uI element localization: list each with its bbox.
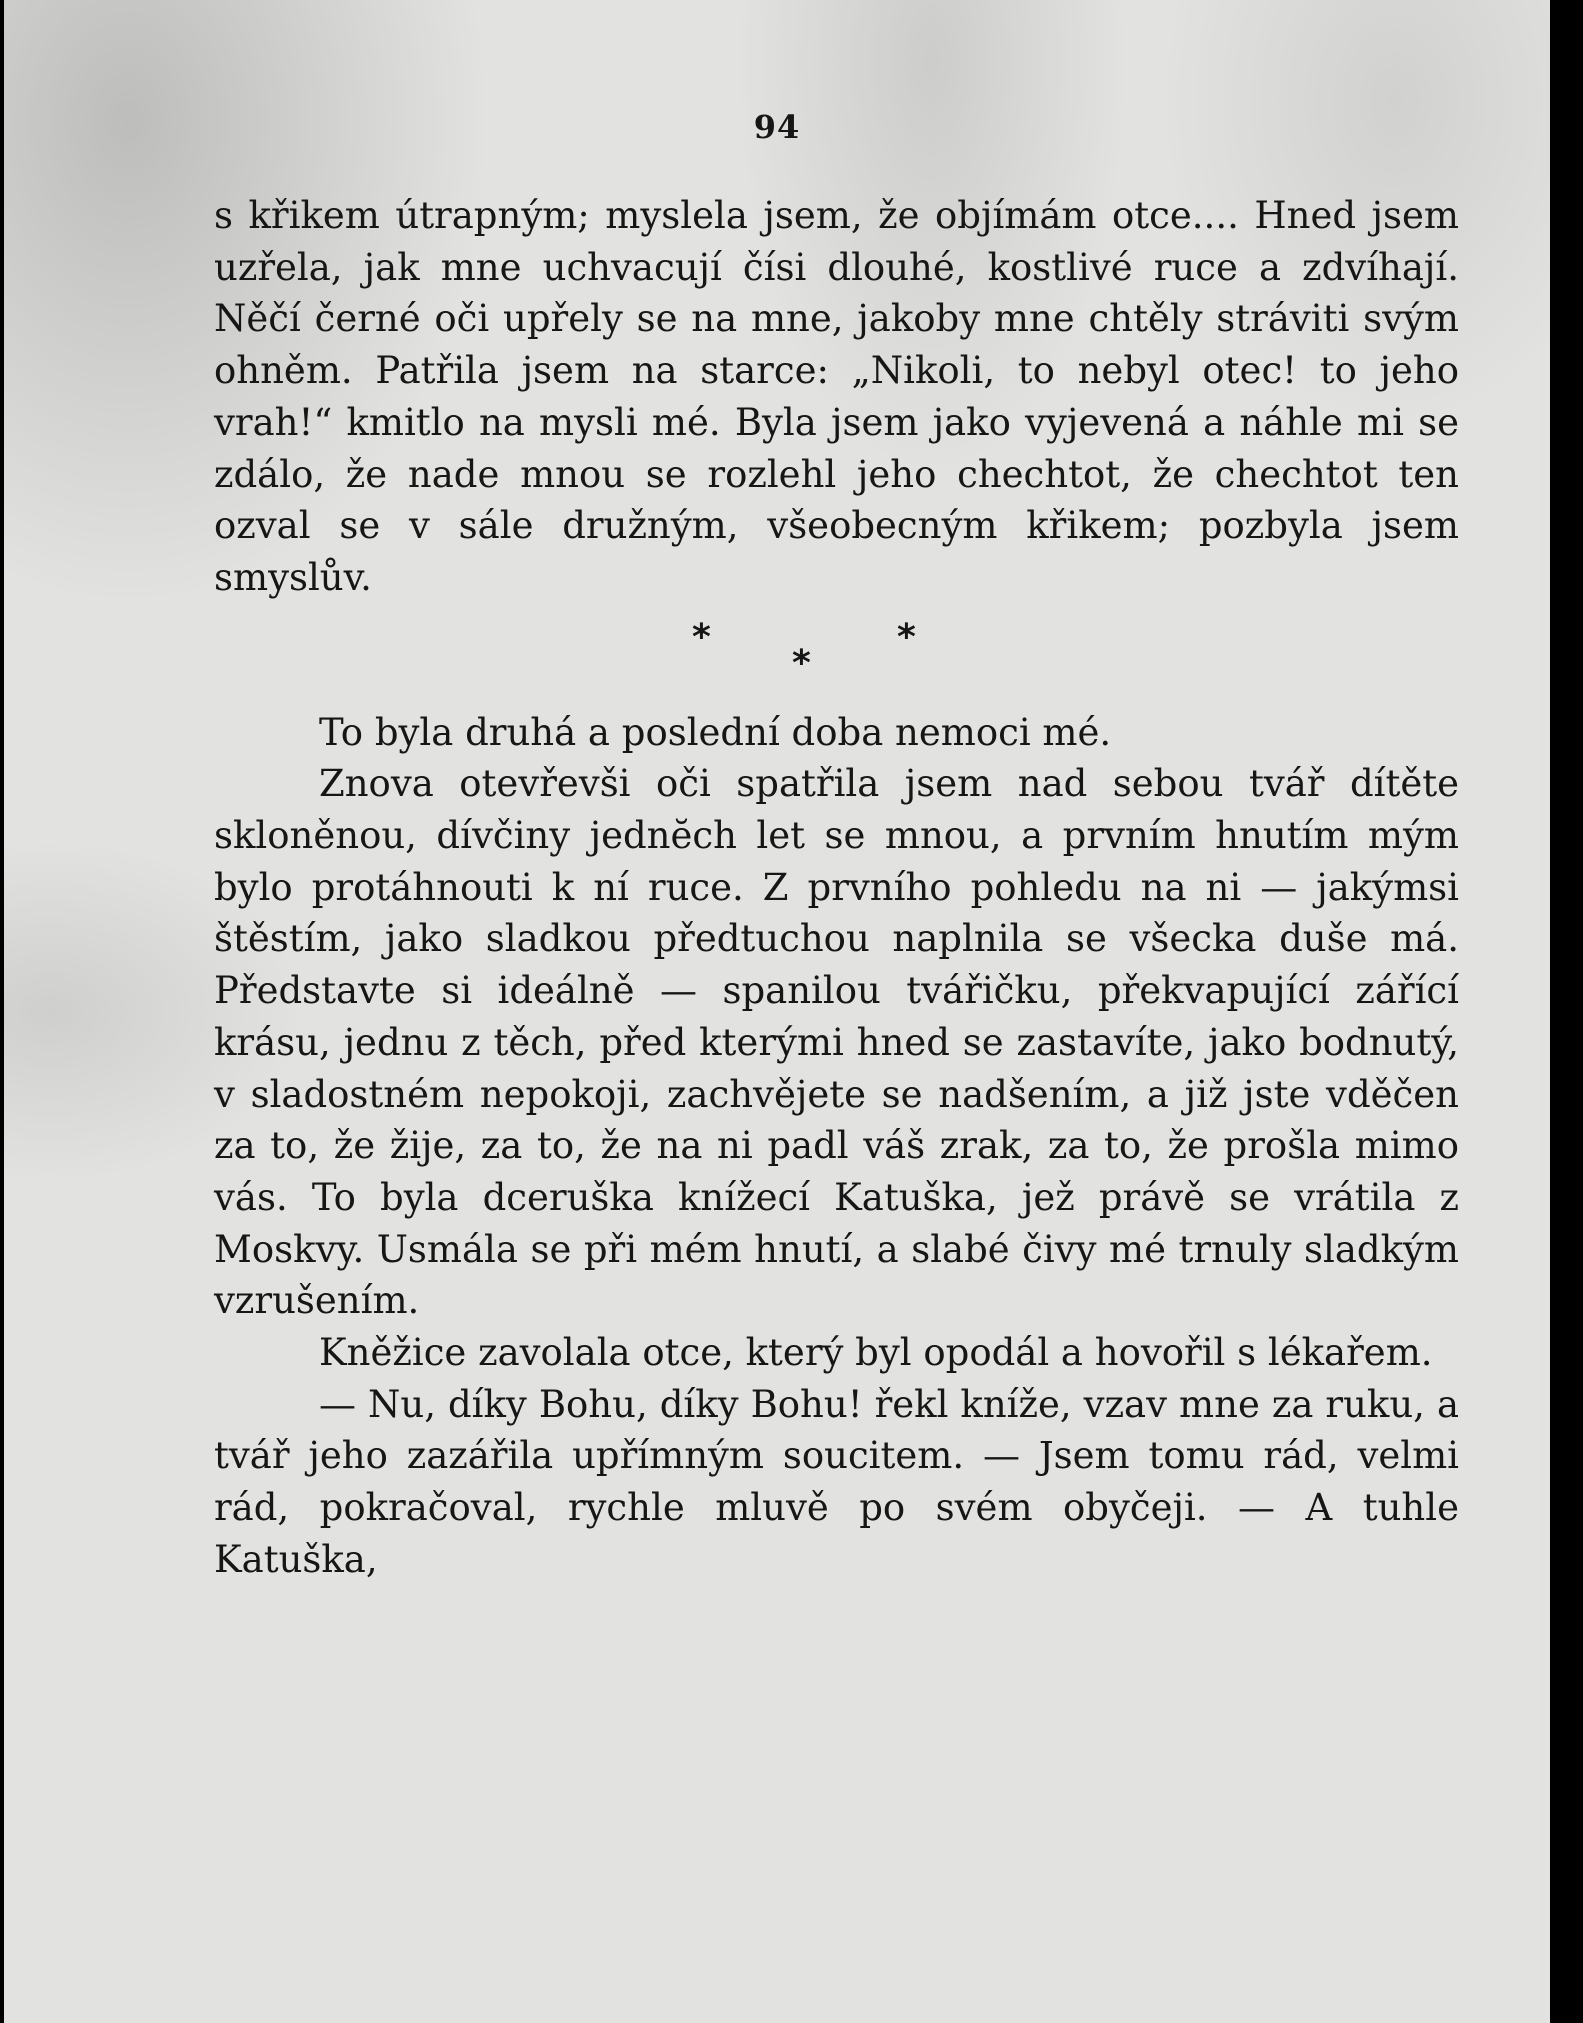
paragraph-3: Znova otevřevši oči spatřila jsem nad sebou tvář dítěte skloněnou, dívčiny jednĕch let se mnou, a prvním hnutím mým bylo protáhnouti k ní ruce. Z prvního pohledu na ni — jakýmsi štěstím, jako sladkou předtuchou naplnila se všecka duše má. Představte si ideálně — spanilou tvářičku, překvapující zářící krásu, jednu z těch, před kterými hned se zastavíte, jako bodnutý, v sladostném nepokoji, zachvějete se nadšením, a již jste vděčen za to, že žije, za to, že na ni padl váš zrak, za to, že prošla mimo vás. To byla dceruška knížecí Katuška, jež právě se vrátila z Moskvy. Usmála se při mém hnutí, a slabé čivy mé trnuly sladkým vzrušením. [214,762,1459,1323]
paragraph-2: To byla druhá a poslední doba nemoci mé. [319,710,1112,754]
asterisk-center: * [792,642,811,684]
section-separator [214,604,1459,707]
book-page [4,0,1550,2023]
page-number: 94 [753,108,801,146]
paragraph-5: — Nu, díky Bohu, díky Bohu! řekl kníže, vzav mne za ruku, a tvář jeho zazářila upřímným soucitem. — Jsem tomu rád, velmi rád, pokračoval, rychle mluvě po svém obyčeji. — A tuhle Katuška, [214,1382,1459,1581]
paragraph-1: s křikem útrapným; myslela jsem, že objímám otce.... Hned jsem uzřela, jak mne uchvacují čísi dlouhé, kostlivé ruce a zdvíhají. Něčí černé oči upřely se na mne, jakoby mne chtěly stráviti svým ohněm. Patřila jsem na starce: „Nikoli, to nebyl otec! to jeho vrah!“ kmitlo na mysli mé. Byla jsem jako vyjevená a náhle mi se zdálo, že nade mnou se rozlehl jeho chechtot, že chechtot ten ozval se v sále družným, všeobecným křikem; pozbyla jsem smyslův. [214,194,1459,599]
page-edge-shadow [1550,0,1583,2023]
body-text [214,190,1459,1586]
asterisk-left: * [692,616,711,658]
paragraph-4: Kněžice zavolala otce, který byl opodál a hovořil s lékařem. [319,1331,1433,1375]
asterisk-right: * [897,616,916,658]
